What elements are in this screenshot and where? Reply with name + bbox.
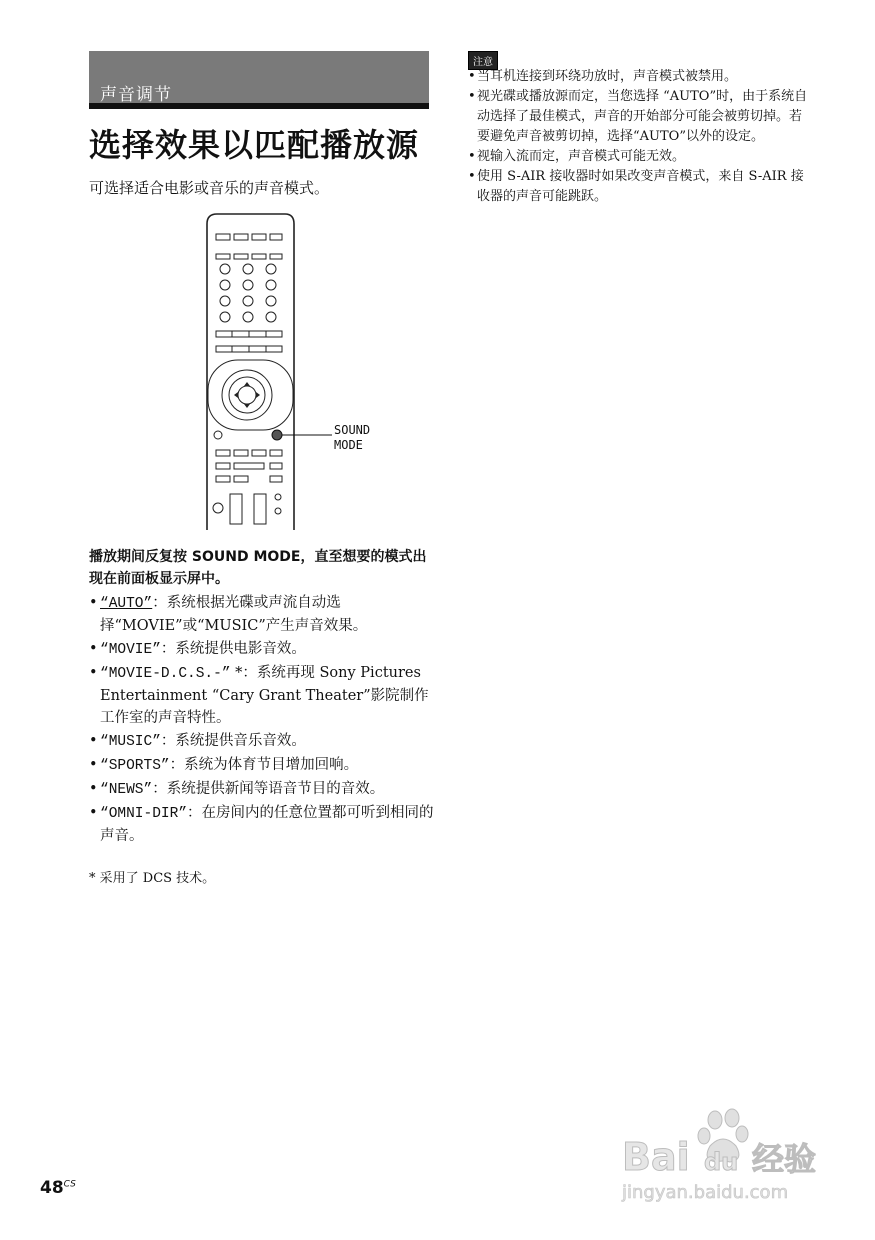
notes-list (468, 67, 813, 207)
section-title: 声音调节 (100, 85, 172, 105)
list-item: • “AUTO”：系统根据光碟或声流自动选择“MOVIE”或“MUSIC”产生声音效果。 (89, 592, 434, 637)
footnote: * 采用了 DCS 技术。 (89, 871, 216, 886)
page-title: 选择效果以匹配播放源 (89, 126, 420, 164)
page-number: $48^{CS}$ (40, 1178, 76, 1198)
list-item: • “NEWS”：系统提供新闻等语音节目的音效。 (89, 778, 434, 801)
sound-mode-callout: SOUND MODE (334, 423, 371, 452)
list-item: • “OMNI-DIR”：在房间内的任意位置都可听到相同的声音。 (89, 802, 434, 847)
list-item: • “MUSIC”：系统提供音乐音效。 (89, 730, 434, 753)
note-item: • 使用 S-AIR 接收器时如果改变声音模式，来自 S-AIR 接收器的声音可能跳跃。 (468, 167, 813, 207)
note-badge: 注意 (468, 51, 498, 70)
list-item: • “MOVIE-D.C.S.-” *：系统再现 Sony Pictures Entertainment “Cary Grant Theater”影院制作工作室的声音特性。 (89, 662, 434, 729)
note-item: • 视输入流而定，声音模式可能无效。 (468, 147, 813, 167)
remote-illustration (200, 212, 380, 536)
section-header-bar (89, 51, 429, 109)
svg-text:jingyan.baidu.com: jingyan.baidu.com (622, 1182, 789, 1203)
svg-text:Bai: Bai (622, 1135, 690, 1179)
svg-text:经验: 经验 (752, 1140, 817, 1178)
baidu-watermark-logo (620, 1108, 830, 1212)
note-item: • 当耳机连接到环绕功放时，声音模式被禁用。 (468, 67, 813, 87)
list-item: • “MOVIE”：系统提供电影音效。 (89, 638, 434, 661)
instruction-text: 播放期间反复按 SOUND MODE，直至想要的模式出现在前面板显示屏中。 (89, 549, 427, 587)
sound-mode-list (89, 592, 434, 848)
note-item: • 视光碟或播放源而定，当您选择 “AUTO”时，由于系统自动选择了最佳模式，声音的开始部分可能会被剪切掉。若要避免声音被剪切掉，选择“AUTO”以外的设定。 (468, 87, 813, 147)
svg-text:du: du (704, 1148, 739, 1176)
list-item: • “SPORTS”：系统为体育节目增加回响。 (89, 754, 434, 777)
intro-text: 可选择适合电影或音乐的声音模式。 (89, 179, 330, 197)
